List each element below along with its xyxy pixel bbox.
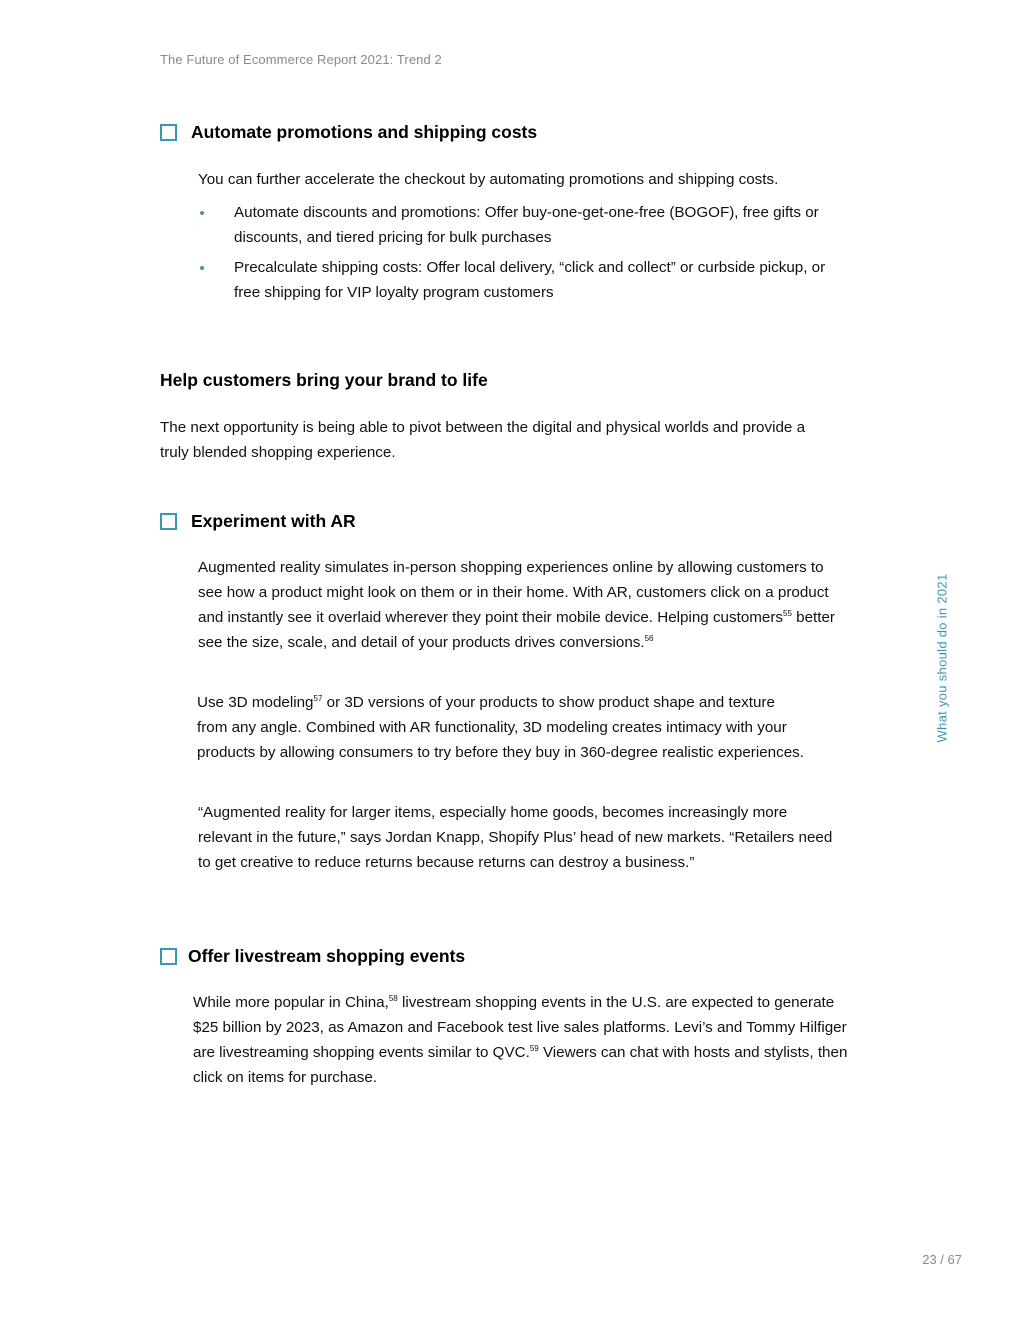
ar-p1-text-a: Augmented reality simulates in-person shopping experiences online by allowing customers to see how a product might look on them or in their home. With AR, customers click on a product and instantly see it overlaid wherever they point their mobile device. Helping customers <box>198 559 829 626</box>
ar-p2-text-a: Use 3D modeling <box>197 694 314 711</box>
ar-title: Experiment with AR <box>191 511 356 531</box>
footnote-ref[interactable]: 56 <box>644 633 654 643</box>
checkbox-icon[interactable] <box>160 124 177 141</box>
bullet-text: Precalculate shipping costs: Offer local delivery, “click and collect” or curbside pickup, or free shipping for VIP loyalty program customers <box>234 259 826 301</box>
livestream-text-b: livestream shopping events in the U.S. are expected to generate $25 billion by 2023, as Amazon and Facebook test live sales platforms. Levi’s and Tommy Hilfiger are livestreaming shopping events similar to QVC. <box>193 994 847 1061</box>
ar-section-header <box>160 511 356 532</box>
page-number: 23 / 67 <box>922 1252 962 1267</box>
checkbox-icon[interactable] <box>160 513 177 530</box>
list-item <box>198 255 834 305</box>
livestream-section-header <box>160 946 465 967</box>
bullet-icon <box>200 211 204 215</box>
automate-section-header <box>160 122 537 143</box>
automate-bullet-list <box>198 200 834 310</box>
running-header: The Future of Ecommerce Report 2021: Trend 2 <box>160 52 442 67</box>
bullet-text: Automate discounts and promotions: Offer buy-one-get-one-free (BOGOF), free gifts or discounts, and tiered pricing for bulk purchases <box>234 204 819 246</box>
checkbox-icon[interactable] <box>160 948 177 965</box>
footnote-ref[interactable]: 55 <box>783 608 792 618</box>
list-item <box>198 200 834 250</box>
footnote-ref[interactable]: 58 <box>388 993 398 1003</box>
ar-quote: “Augmented reality for larger items, especially home goods, becomes increasingly more relevant in the future,” says Jordan Knapp, Shopify Plus’ head of new markets. “Retailers need to get creative to reduce returns because returns can destroy a business.” <box>198 804 833 871</box>
ar-paragraph-1 <box>198 555 838 655</box>
ar-paragraph-2 <box>197 690 807 765</box>
automate-intro: You can further accelerate the checkout by automating promotions and shipping costs. <box>198 171 779 188</box>
brand-text: The next opportunity is being able to pivot between the digital and physical worlds and provide a truly blended shopping experience. <box>160 419 806 461</box>
side-section-label: What you should do in 2021 <box>934 573 950 743</box>
bullet-icon <box>200 266 204 270</box>
livestream-paragraph <box>193 990 853 1090</box>
livestream-text-a: While more popular in China, <box>193 994 389 1011</box>
footnote-ref[interactable]: 59 <box>529 1043 539 1053</box>
ar-p2-text-b: or 3D versions of your products to show product shape and texture from any angle. Combined with AR functionality, 3D modeling creates intimacy with your products by allowing consumers to try before they buy in 360-degree realistic experiences. <box>197 694 804 761</box>
livestream-title: Offer livestream shopping events <box>188 946 466 966</box>
ar-p1-text-b: better see the size, scale, and detail of your products drives conversions. <box>198 609 835 651</box>
footnote-ref[interactable]: 57 <box>313 693 323 703</box>
automate-title: Automate promotions and shipping costs <box>191 122 538 142</box>
livestream-text-c: Viewers can chat with hosts and stylists, then click on items for purchase. <box>193 1044 848 1086</box>
brand-heading: Help customers bring your brand to life <box>160 370 488 390</box>
